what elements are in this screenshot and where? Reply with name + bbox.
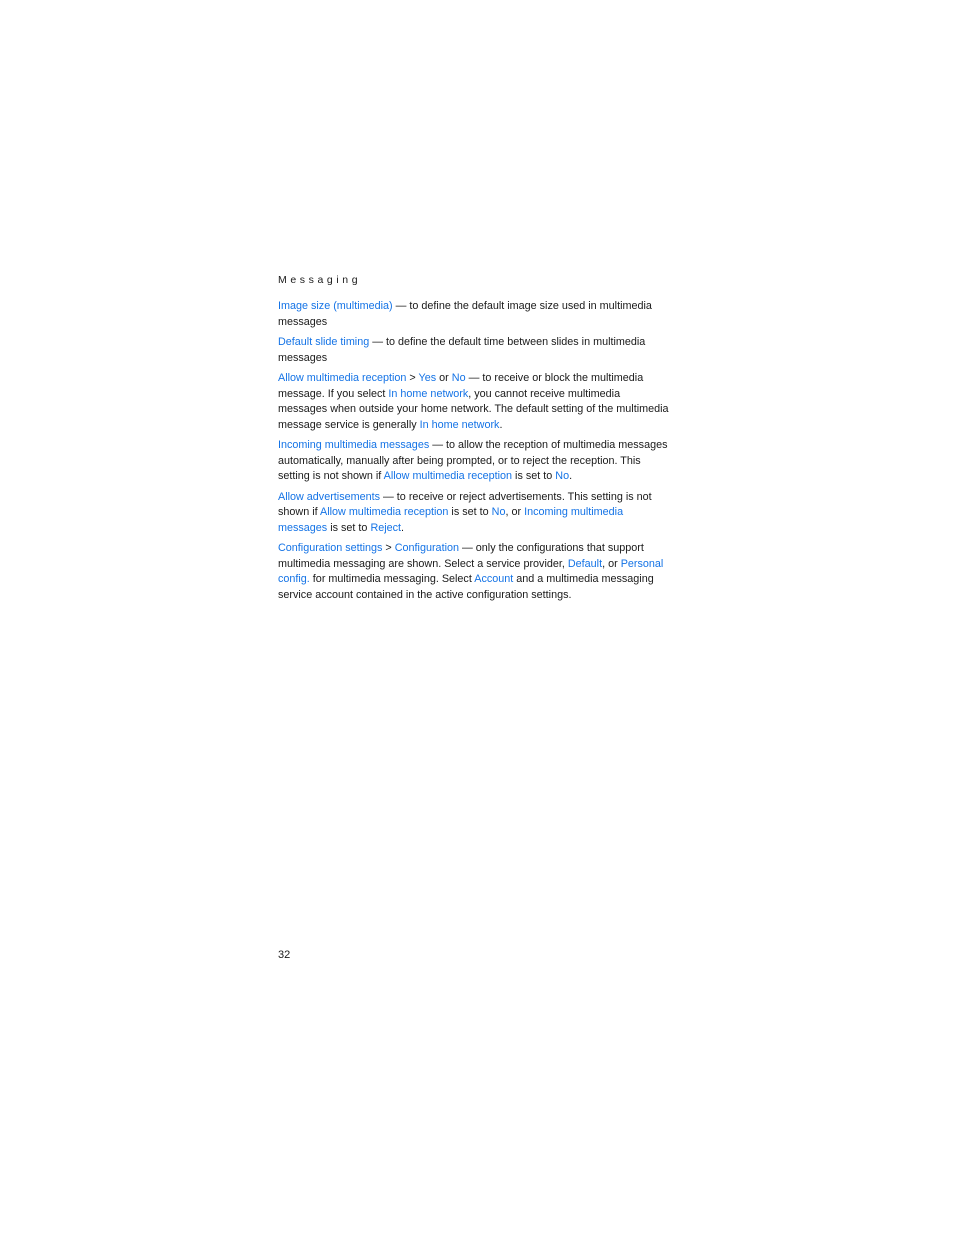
menu-term: Allow multimedia reception xyxy=(320,506,449,519)
description-text: is set to xyxy=(327,521,371,534)
description-text: or xyxy=(436,371,452,384)
menu-term: Allow multimedia reception xyxy=(383,470,513,483)
setting-paragraph xyxy=(278,490,670,537)
description-text: — only the configurations that support multimedia messaging are shown. Select a service provider, xyxy=(278,542,644,570)
description-text: , or xyxy=(602,557,621,570)
menu-term: Allow multimedia reception xyxy=(278,371,407,384)
menu-term: Image size (multimedia) xyxy=(278,300,393,312)
page-number: 32 xyxy=(278,949,291,961)
menu-term: Yes xyxy=(418,371,437,384)
description-text: , you cannot receive multimedia messages when outside your home network. The default setting of the multimedia message service is generally xyxy=(278,387,669,431)
menu-term: No xyxy=(555,470,570,483)
description-text: for multimedia messaging. Select xyxy=(309,573,475,586)
menu-term: Configuration xyxy=(394,542,459,555)
setting-paragraph xyxy=(278,299,670,330)
description-text: — to allow the reception of multimedia messages automatically, manually after being prompted, or to reject the reception. This setting is not shown if xyxy=(278,439,668,483)
description-text: . xyxy=(401,521,405,534)
menu-term: In home network xyxy=(388,387,469,400)
setting-paragraph xyxy=(278,371,670,433)
description-text: . xyxy=(569,470,573,483)
settings-description-list xyxy=(278,299,670,604)
menu-term: In home network xyxy=(419,418,500,431)
page-content xyxy=(278,272,670,608)
setting-paragraph xyxy=(278,438,670,485)
description-text: — to define the default time between slides in multimedia messages xyxy=(278,335,646,364)
description-text: — to receive or block the multimedia message. If you select xyxy=(278,371,644,400)
menu-term: Incoming multimedia messages xyxy=(278,439,430,452)
description-text: — to define the default image size used in multimedia messages xyxy=(278,300,652,328)
menu-term: Configuration settings xyxy=(278,542,383,555)
menu-term: Account xyxy=(474,573,514,586)
description-text: is set to xyxy=(448,506,492,519)
menu-term: Reject xyxy=(370,521,402,534)
description-text: , or xyxy=(505,506,525,519)
menu-term: Default slide timing xyxy=(278,335,370,348)
description-text: — to receive or reject advertisements. This setting is not shown if xyxy=(278,490,652,519)
setting-paragraph xyxy=(278,541,670,603)
menu-term: Incoming multimedia messages xyxy=(278,506,624,534)
description-text: and a multimedia messaging service account contained in the active configuration settings. xyxy=(278,573,654,602)
menu-term: No xyxy=(451,371,466,384)
description-text: is set to xyxy=(512,470,556,483)
description-text: > xyxy=(382,542,395,555)
menu-term: Allow advertisements xyxy=(278,490,381,503)
description-text: > xyxy=(406,371,419,384)
setting-paragraph xyxy=(278,335,670,366)
section-header: Messaging xyxy=(278,274,362,286)
description-text: . xyxy=(499,418,503,431)
menu-term: Personal config. xyxy=(278,557,664,586)
menu-term: Default xyxy=(567,557,603,570)
menu-term: No xyxy=(491,506,506,519)
